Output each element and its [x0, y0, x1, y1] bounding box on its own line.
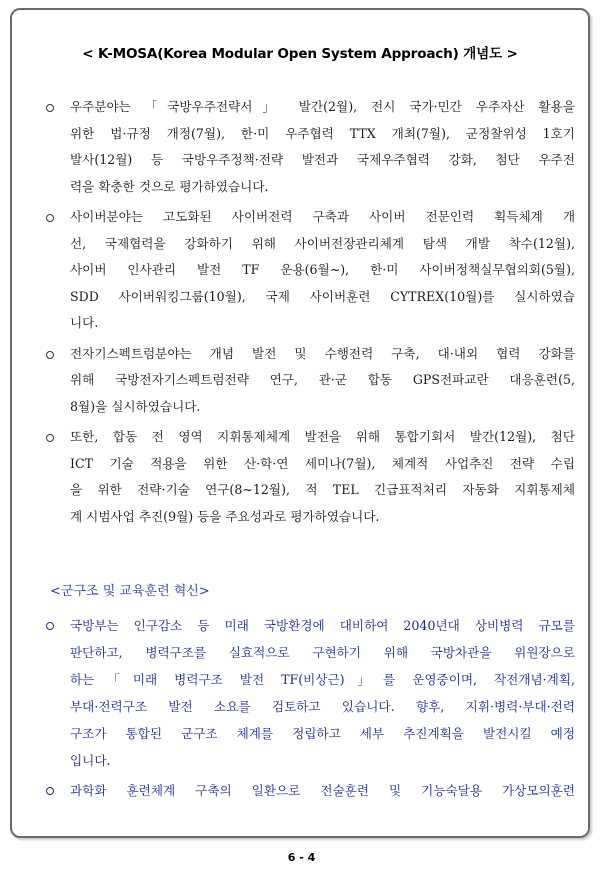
- text-line: 계 시범사업 추진(9월) 등을 주요성과로 평가하였습니다.: [70, 508, 380, 524]
- text-line: 위해 국방전자기스펙트럼전략 연구, 관·군 합동 GPS전파교란 대응훈련(5,: [70, 372, 575, 387]
- text-line: 전자기스펙트럼분야는 개념 발전 및 수행전력 구축, 대·내외 협력 강화를: [70, 345, 575, 361]
- circle-bullet-icon: [46, 787, 54, 795]
- text-line: 발사(12월) 등 국방우주정책·전략 발전과 국제우주협력 강화, 첨단 우주전: [70, 152, 575, 167]
- text-line: 판단하고, 병력구조를 실효적으로 구현하기 위해 국방차관을 위원장으로: [70, 645, 575, 660]
- text-line: 또한, 합동 전 영역 지휘통제체계 발전을 위해 통합기회서 발간(12월), 첨단: [70, 429, 575, 444]
- list-item: [40, 777, 575, 804]
- text-line: 부대·전력구조 발전 소요를 검토하고 있습니다. 향후, 지휘·병력·부대·전력: [70, 699, 575, 714]
- text-line: 구조가 통합된 군구조 체계를 정립하고 세부 추진계획을 발전시킬 예정: [70, 726, 575, 741]
- body-paragraphs: [40, 94, 575, 534]
- circle-bullet-icon: [46, 214, 54, 222]
- circle-bullet-icon: [46, 434, 54, 442]
- section-paragraphs: [40, 612, 575, 807]
- text-line: ICT 기술 적용을 위한 산·학·연 세미나(7월), 체계적 사업추진 전략 수립: [70, 455, 575, 471]
- list-item: [40, 424, 575, 530]
- circle-bullet-icon: [46, 104, 54, 112]
- text-line: 니다.: [70, 315, 99, 330]
- section-heading: <군구조 및 교육훈련 혁신>: [50, 584, 210, 599]
- circle-bullet-icon: [46, 351, 54, 359]
- text-line: 력을 확충한 것으로 평가하였습니다.: [70, 178, 269, 194]
- text-line: SDD 사이버워킹그룹(10월), 국제 사이버훈련 CYTREX(10월)를 실시하였습: [70, 288, 575, 304]
- text-line: 사이버 인사관리 발전 TF 운용(6월~), 한·미 사이버정책실무협의회(5월),: [70, 262, 575, 277]
- text-line: 국방부는 인구감소 등 미래 국방환경에 대비하여 2040년대 상비병력 규모를: [70, 618, 575, 633]
- list-item: [40, 341, 575, 421]
- text-line: 과학화 훈련체계 구축의 일환으로 전술훈련 및 기능숙달용 가상모의훈련: [70, 783, 575, 798]
- text-line: 하는「미래 병력구조 발전 TF(비상근)」를 운영중이며, 작전개념·계획,: [70, 672, 575, 687]
- text-line: 사이버분야는 고도화된 사이버전력 구축과 사이버 전문인력 획득체계 개: [70, 209, 575, 224]
- figure-caption: < K-MOSA(Korea Modular Open System Approach) 개념도 >: [82, 46, 518, 62]
- circle-bullet-icon: [46, 622, 54, 630]
- text-line: 을 위한 전략·기술 연구(8~12월), 적 TEL 긴급표적처리 자동화 지휘통제체: [70, 482, 575, 497]
- text-line: 입니다.: [70, 753, 111, 768]
- list-item: [40, 204, 575, 337]
- text-line: 선, 국제협력을 강화하기 위해 사이버전장관리체계 탐색 개발 착수(12월),: [70, 235, 575, 251]
- text-line: 위한 법·규정 개정(7월), 한·미 우주협력 TTX 개최(7월), 군정찰위성 1호기: [70, 125, 575, 141]
- list-item: [40, 94, 575, 200]
- list-item: [40, 612, 575, 774]
- text-line: 8월)을 실시하였습니다.: [70, 398, 201, 414]
- text-line: 우주분야는 「국방우주전략서」 발간(2월), 전시 국가·민간 우주자산 활용을: [70, 99, 575, 114]
- page-number: 6 - 4: [287, 851, 316, 864]
